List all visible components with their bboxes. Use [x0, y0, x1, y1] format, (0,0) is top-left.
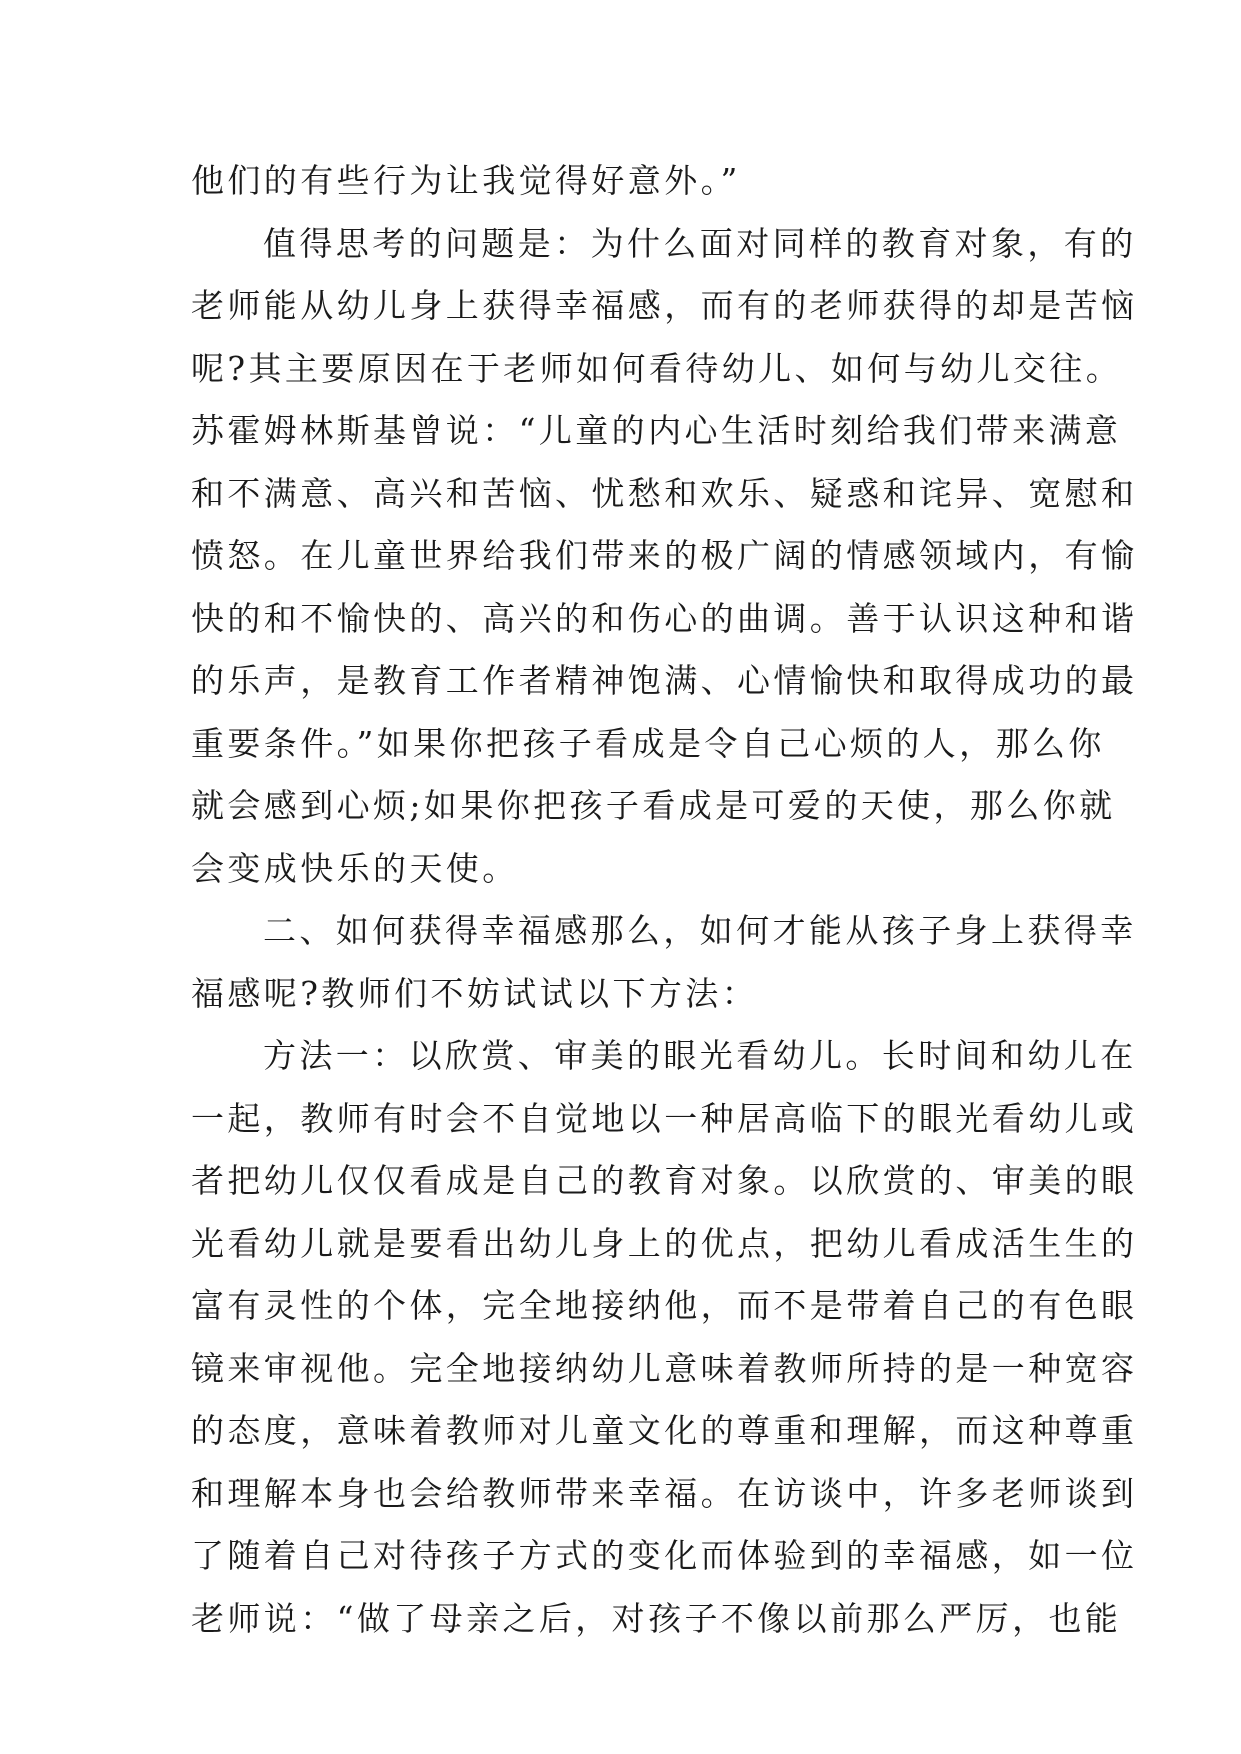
- section-heading-line: 二、如何获得幸福感那么，如何才能从孩子身上获得幸: [263, 911, 1137, 950]
- text-line: 一起，教师有时会不自觉地以一种居高临下的眼光看幼儿或: [191, 1098, 1138, 1138]
- text-line: 他们的有些行为让我觉得好意外。”: [191, 161, 741, 200]
- text-line: 了随着自己对待孩子方式的变化而体验到的幸福感，如一位: [191, 1536, 1138, 1575]
- text-line: 会变成快乐的天使。: [191, 848, 519, 888]
- text-line: 老师说：“做了母亲之后，对孩子不像以前那么严厉，也能: [191, 1598, 1122, 1638]
- text-line: 者把幼儿仅仅看成是自己的教育对象。以欣赏的、审美的眼: [191, 1161, 1138, 1200]
- paragraph-start-line: 方法一：以欣赏、审美的眼光看幼儿。长时间和幼儿在: [263, 1036, 1137, 1075]
- text-line: 富有灵性的个体，完全地接纳他，而不是带着自己的有色眼: [191, 1286, 1138, 1325]
- body-text: [191, 150, 1138, 1650]
- text-line: 的乐声，是教育工作者精神饱满、心情愉快和取得成功的最: [191, 661, 1138, 700]
- text-line: 老师能从幼儿身上获得幸福感，而有的老师获得的却是苦恼: [191, 286, 1138, 325]
- text-line: 福感呢?教师们不妨试试以下方法：: [191, 973, 759, 1013]
- paragraph-start-line: 值得思考的问题是：为什么面对同样的教育对象，有的: [263, 223, 1137, 263]
- text-line: 就会感到心烦;如果你把孩子看成是可爱的天使，那么你就: [191, 786, 1116, 825]
- text-line: 和理解本身也会给教师带来幸福。在访谈中，许多老师谈到: [191, 1473, 1138, 1513]
- text-line: 呢?其主要原因在于老师如何看待幼儿、如何与幼儿交往。: [191, 348, 1123, 388]
- text-line: 重要条件。”如果你把孩子看成是令自己心烦的人，那么你: [191, 723, 1105, 763]
- text-line: 的态度，意味着教师对儿童文化的尊重和理解，而这种尊重: [191, 1411, 1138, 1450]
- text-line: 和不满意、高兴和苦恼、忧愁和欢乐、疑惑和诧异、宽慰和: [191, 473, 1138, 513]
- text-line: 光看幼儿就是要看出幼儿身上的优点，把幼儿看成活生生的: [191, 1223, 1138, 1263]
- text-line: 快的和不愉快的、高兴的和伤心的曲调。善于认识这种和谐: [191, 598, 1138, 638]
- text-line: 苏霍姆林斯基曾说：“儿童的内心生活时刻给我们带来满意: [191, 411, 1122, 450]
- text-line: 愤怒。在儿童世界给我们带来的极广阔的情感领域内，有愉: [191, 536, 1138, 575]
- text-line: 镜来审视他。完全地接纳幼儿意味着教师所持的是一种宽容: [191, 1348, 1138, 1388]
